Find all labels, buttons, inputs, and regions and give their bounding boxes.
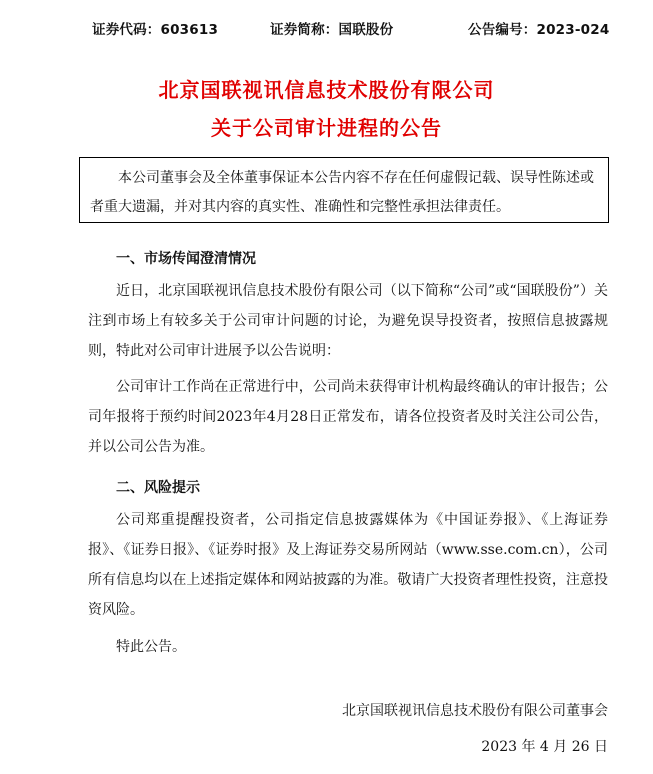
section-2-title: 二、风险提示 xyxy=(116,480,200,496)
section-1-paragraph-1: 近日，北京国联视讯信息技术股份有限公司（以下简称“公司”或“国联股份”）关注到市场上有较多关于公司审计问题的讨论，为避免误导投资者，按照信息披露规则，特此对公司审计进展予以公告说明： xyxy=(88,283,608,359)
disclaimer-text: 本公司董事会及全体董事保证本公告内容不存在任何虚假记载、误导性陈述或者重大遗漏，并对其内容的真实性、准确性和完整性承担法律责任。 xyxy=(90,170,594,215)
company-title: 北京国联视讯信息技术股份有限公司 xyxy=(158,78,495,102)
signature-org: 北京国联视讯信息技术股份有限公司董事会 xyxy=(342,703,608,719)
document-header xyxy=(92,18,612,40)
notice-title: 关于公司审计进程的公告 xyxy=(211,116,442,140)
section-1-title: 一、市场传闻澄清情况 xyxy=(116,251,256,267)
signature-date: 2023 年 4 月 26 日 xyxy=(481,739,608,755)
closing-text: 特此公告。 xyxy=(116,639,186,655)
disclaimer-box xyxy=(79,157,609,223)
notice-number: 公告编号：2023-024 xyxy=(468,22,610,38)
stock-name: 证券简称：国联股份 xyxy=(270,22,394,38)
section-1-paragraph-2: 公司审计工作尚在正常进行中，公司尚未获得审计机构最终确认的审计报告；公司年报将于预约时间2023年4月28日正常发布，请各位投资者及时关注公司公告，并以公司公告为准。 xyxy=(88,379,608,455)
stock-code: 证券代码：603613 xyxy=(92,22,219,38)
section-2-paragraph-1: 公司郑重提醒投资者，公司指定信息披露媒体为《中国证券报》、《上海证券报》、《证券日报》、《证券时报》及上海证券交易所网站（www.sse.com.cn），公司所有信息均以在上述指定媒体和网站披露的为准。敬请广大投资者理性投资，注意投资风险。 xyxy=(88,512,608,618)
